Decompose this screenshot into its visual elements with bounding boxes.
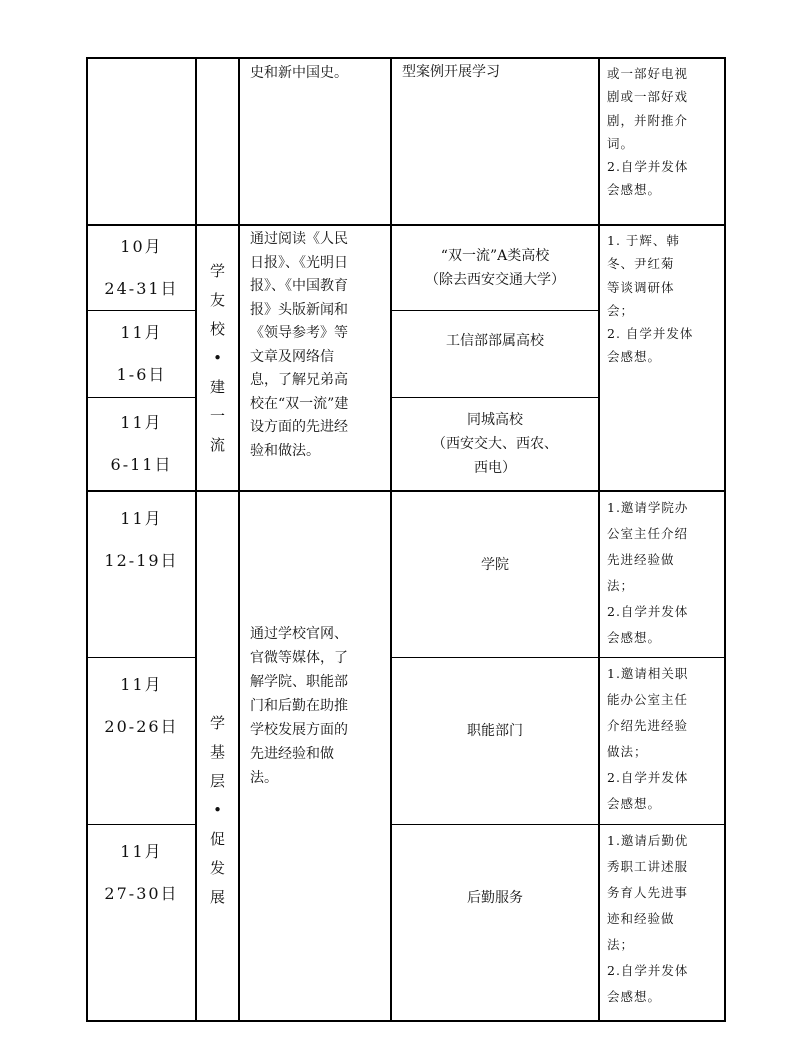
topic-char: • [213, 801, 222, 819]
g2-target-cell-1 [392, 492, 598, 637]
topic-char: 流 [209, 435, 225, 454]
plan-line: 务育人先进事 [607, 885, 689, 900]
plan-line: 冬、尹红菊 [607, 256, 675, 272]
date-range: 27-30日 [104, 884, 179, 903]
plan-line: 2.自学并发体 [607, 770, 689, 785]
row0-target-line: 型案例开展学习 [402, 64, 500, 80]
date-range: 12-19日 [104, 551, 179, 570]
plan-line: 1.邀请学院办 [607, 500, 689, 515]
topic-char: 层 [209, 772, 225, 790]
content-line: 先进经验和做 [250, 746, 334, 762]
row0-content-cell [240, 62, 390, 86]
content-line: 法。 [250, 770, 278, 786]
g2-topic-cell [197, 492, 238, 912]
date-range: 20-26日 [104, 717, 179, 736]
row0-plan-line: 剧或一部好戏 [607, 89, 689, 105]
target-line: 学院 [481, 556, 509, 573]
topic-char: • [213, 348, 222, 367]
date-range: 1-6日 [116, 365, 167, 384]
content-line: 报》头版新闻和 [250, 301, 348, 318]
target-line: “双一流”A类高校 [440, 248, 550, 264]
g2-date-cell-3 [88, 825, 195, 1020]
content-line: 验和做法。 [250, 442, 320, 459]
topic-char: 发 [209, 859, 225, 877]
row0-plan-line: 词。 [607, 135, 635, 151]
plan-line: 先进经验做 [607, 552, 675, 567]
g2-plan-cell-2 [600, 661, 724, 817]
date-range: 24-31日 [104, 279, 179, 298]
content-line: 日报》、《光明日 [250, 254, 348, 271]
plan-line: 1.邀请后勤优 [607, 833, 689, 848]
g1-target-cell-3 [392, 398, 598, 490]
topic-char: 学 [209, 714, 225, 732]
content-line: 通过学校官网、 [250, 626, 348, 642]
content-line: 门和后勤在助推 [250, 698, 348, 714]
topic-char: 展 [209, 888, 225, 906]
g2-plan-cell-1 [600, 495, 724, 651]
plan-line: 会； [607, 302, 635, 318]
table-vline-right [724, 57, 726, 1022]
plan-line: 介绍先进经验 [607, 718, 689, 733]
content-line: 官微等媒体，了 [250, 650, 348, 666]
content-line: 解学院、职能部 [250, 674, 348, 690]
content-line: 息，了解兄弟高 [250, 372, 348, 388]
plan-line: 做法； [607, 744, 648, 759]
date-month: 11月 [120, 675, 163, 694]
date-month: 11月 [120, 323, 163, 342]
row0-plan-line: 剧，并附推介 [607, 112, 689, 128]
target-line: 同城高校 [467, 412, 523, 428]
plan-line: 法； [607, 578, 635, 593]
target-line: 后勤服务 [467, 889, 523, 906]
topic-char: 友 [209, 290, 225, 309]
row0-plan-line: 或一部好电视 [607, 66, 689, 81]
content-line: 设方面的先进经 [250, 419, 348, 435]
target-line: （除去西安交通大学） [425, 272, 565, 288]
row0-content-line: 史和新中国史。 [250, 65, 348, 81]
target-line: （西安交大、西农、 [432, 436, 558, 452]
target-line: 工信部部属高校 [446, 333, 544, 349]
topic-char: 学 [209, 261, 225, 280]
target-line: 职能部门 [467, 722, 523, 739]
plan-line: 2.自学并发体 [607, 604, 689, 619]
row0-target-cell [392, 60, 598, 84]
plan-line: 公室主任介绍 [607, 526, 689, 541]
date-month: 10月 [120, 237, 163, 256]
g1-date-cell-1 [88, 226, 195, 310]
topic-char: 建 [209, 377, 225, 396]
plan-line: 2.自学并发体 [607, 963, 689, 978]
plan-line: 会感想。 [607, 349, 662, 365]
content-line: 报》、《中国教育 [250, 278, 348, 294]
content-line: 学校发展方面的 [250, 722, 348, 738]
table-hline-top [86, 57, 726, 59]
g2-target-cell-3 [392, 825, 598, 970]
g1-target-cell-2 [392, 311, 598, 371]
g1-plan-cell [600, 229, 724, 369]
target-line: 西电） [474, 460, 516, 476]
plan-line: 会感想。 [607, 989, 662, 1004]
plan-line: 迹和经验做 [607, 911, 675, 926]
content-line: 《领导参考》等 [250, 325, 348, 341]
g2-plan-cell-3 [600, 828, 724, 1010]
g2-content-cell [240, 622, 390, 790]
row0-plan-line: 2.自学并发体 [607, 159, 689, 175]
plan-line: 等谈调研体 [607, 279, 675, 295]
row0-plan-line: 会感想。 [607, 182, 662, 198]
plan-line: 会感想。 [607, 796, 662, 811]
row0-plan-cell [600, 62, 724, 202]
date-month: 11月 [120, 413, 163, 432]
content-line: 校在“双一流”建 [250, 395, 349, 412]
plan-line: 1. 于辉、韩 [607, 233, 680, 248]
g1-date-cell-3 [88, 398, 195, 490]
plan-line: 2. 自学并发体 [607, 326, 694, 342]
topic-char: 一 [209, 406, 225, 425]
content-line: 文章及网络信 [250, 348, 334, 365]
g2-target-cell-2 [392, 658, 598, 803]
plan-line: 会感想。 [607, 630, 662, 645]
g1-topic-cell [197, 226, 238, 490]
g2-date-cell-1 [88, 492, 195, 657]
topic-char: 促 [209, 830, 225, 848]
topic-char: 基 [209, 743, 225, 761]
table-hline-bottom [86, 1020, 726, 1022]
date-range: 6-11日 [110, 455, 173, 474]
date-month: 11月 [120, 842, 163, 861]
g2-date-cell-2 [88, 658, 195, 824]
plan-line: 1.邀请相关职 [607, 666, 689, 681]
plan-line: 秀职工讲述服 [607, 859, 689, 874]
g1-target-cell-1 [392, 226, 598, 310]
topic-char: 校 [209, 319, 225, 338]
g1-date-cell-2 [88, 311, 195, 397]
content-line: 通过阅读《人民 [250, 231, 348, 247]
plan-line: 能办公室主任 [607, 692, 689, 707]
date-month: 11月 [120, 509, 163, 528]
table-vline-topic-content [238, 57, 240, 1022]
g1-content-cell [240, 228, 390, 463]
plan-line: 法； [607, 937, 635, 952]
